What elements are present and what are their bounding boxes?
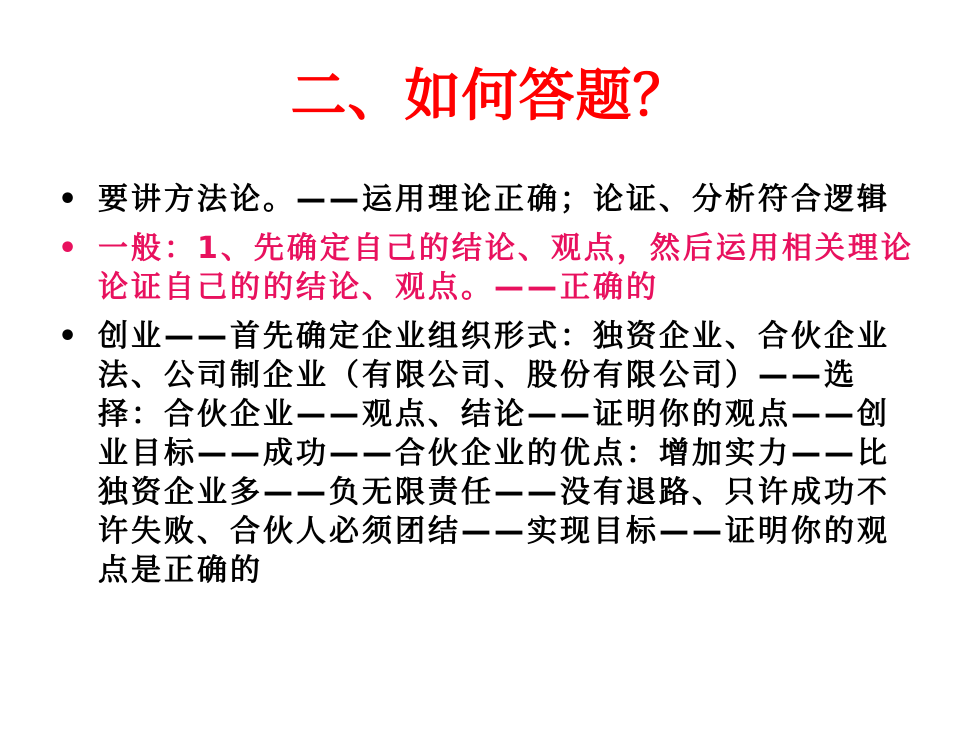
bullet-text: 一般：1、先确定自己的结论、观点，然后运用相关理论论证自己的的结论、观点。——正确的 bbox=[98, 231, 914, 305]
bullet-item-methodology bbox=[58, 180, 918, 219]
bullet-text: 创业——首先确定企业组织形式：独资企业、合伙企业法、公司制企业（有限公司、股份有限公司）——选择：合伙企业——观点、结论——证明你的观点——创业目标——成功——合伙企业的优点：增加实力——比独资企业多——负无限责任——没有退路、只许成功不许失败、合伙人必须团结——实现目标——证明你的观点是正确的 bbox=[98, 319, 890, 588]
bullet-list bbox=[58, 180, 918, 600]
slide-title: 二、如何答题？ bbox=[290, 64, 690, 129]
bullet-marker: • bbox=[58, 231, 81, 266]
bullet-text: 要讲方法论。——运用理论正确；论证、分析符合逻辑 bbox=[98, 182, 890, 217]
bullet-item-startup bbox=[58, 317, 918, 590]
bullet-item-general bbox=[58, 229, 918, 307]
bullet-marker: • bbox=[58, 319, 81, 354]
bullet-marker: • bbox=[58, 182, 81, 217]
